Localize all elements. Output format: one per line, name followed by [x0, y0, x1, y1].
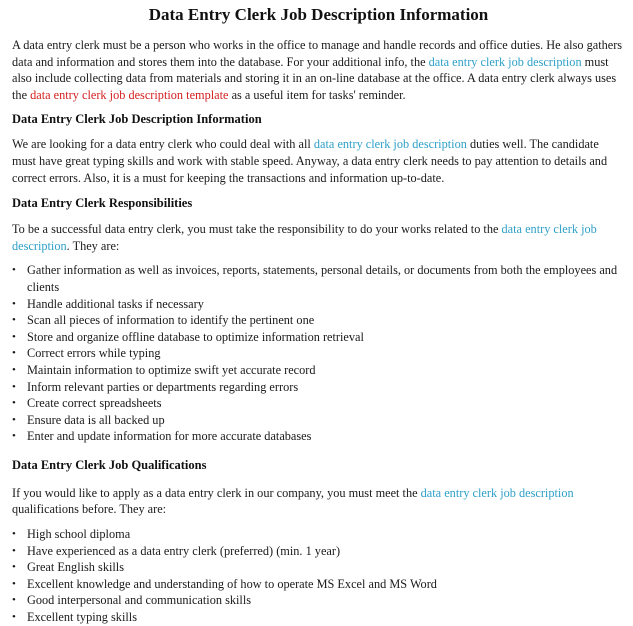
bullet-icon: • [12, 544, 16, 557]
list-item: • Have experienced as a data entry clerk (preferred) (min. 1 year) [12, 543, 341, 558]
bullet-icon: • [12, 561, 16, 574]
bullet-icon: • [12, 528, 16, 541]
list-item: • Correct errors while typing [12, 346, 161, 361]
list-item: • Scan all pieces of information to identify the pertinent one [12, 313, 315, 328]
responsibilities-list [12, 262, 625, 445]
list-item: • Good interpersonal and communication skills [12, 593, 252, 608]
bullet-icon: • [12, 430, 16, 443]
information-link-job-description[interactable]: data entry clerk job description [313, 137, 467, 152]
list-item: • Maintain information to optimize swift yet accurate record [12, 362, 316, 377]
bullet-icon: • [12, 264, 16, 277]
bullet-icon: • [12, 347, 16, 360]
intro-link-job-description-template[interactable]: data entry clerk job description template [30, 87, 229, 102]
responsibilities-link-job-description[interactable]: data entry clerk job description [12, 222, 597, 253]
list-item: • Store and organize offline database to optimize information retrieval [12, 329, 364, 344]
qualifications-link-job-description[interactable]: data entry clerk job description [420, 485, 574, 500]
bullet-icon: • [12, 314, 16, 327]
intro-paragraph: A data entry clerk must be a person who works in the office to manage and handle records and office duties. He also gathers data and information and stores them into the database. For your additional info, the data entry clerk job description must also include collecting data from materials and storing it in an on-line database at the office. A data entry clerk always uses the data entry clerk job description template as a useful item for tasks' reminder. [12, 38, 623, 102]
bullet-icon: • [12, 363, 16, 376]
list-item: • Handle additional tasks if necessary [12, 296, 204, 311]
list-item: • Great English skills [12, 560, 125, 575]
list-item: • Enter and update information for more accurate databases [12, 429, 312, 444]
bullet-icon: • [12, 330, 16, 343]
qualifications-paragraph: If you would like to apply as a data entry clerk in our company, you must meet the data entry clerk job description qualifications before. They are: [12, 485, 574, 517]
section-heading-information: Data Entry Clerk Job Description Information [12, 112, 262, 127]
bullet-icon: • [12, 380, 16, 393]
information-paragraph: We are looking for a data entry clerk who could deal with all data entry clerk job description duties well. The candidate must have great typing skills and work with stable speed. Anyway, a data entry clerk needs to pay attention to details and correct errors. Also, it is a must for keeping the transactions and information up-to-date. [12, 137, 608, 185]
list-item: • High school diploma [12, 527, 131, 542]
bullet-icon: • [12, 611, 16, 624]
bullet-icon: • [12, 577, 16, 590]
list-item: • Excellent typing skills [12, 610, 137, 625]
page-title: Data Entry Clerk Job Description Information [148, 5, 489, 24]
list-item: • Create correct spreadsheets [12, 396, 162, 411]
section-heading-responsibilities: Data Entry Clerk Responsibilities [12, 196, 193, 211]
list-item: • Ensure data is all backed up [12, 412, 165, 427]
bullet-icon: • [12, 594, 16, 607]
bullet-icon: • [12, 413, 16, 426]
list-item: • Excellent knowledge and understanding of how to operate MS Excel and MS Word [12, 576, 437, 591]
bullet-icon: • [12, 297, 16, 310]
responsibilities-paragraph: To be a successful data entry clerk, you must take the responsibility to do your works related to the data entry clerk job description. They are: [12, 222, 597, 253]
qualifications-list [12, 526, 625, 626]
intro-link-job-description[interactable]: data entry clerk job description [428, 54, 582, 69]
bullet-icon: • [12, 397, 16, 410]
list-item: • Gather information as well as invoices, reports, statements, personal details, or documents from both the employees and clients [12, 263, 618, 294]
section-heading-qualifications: Data Entry Clerk Job Qualifications [12, 457, 207, 472]
list-item: • Inform relevant parties or departments regarding errors [12, 379, 299, 394]
